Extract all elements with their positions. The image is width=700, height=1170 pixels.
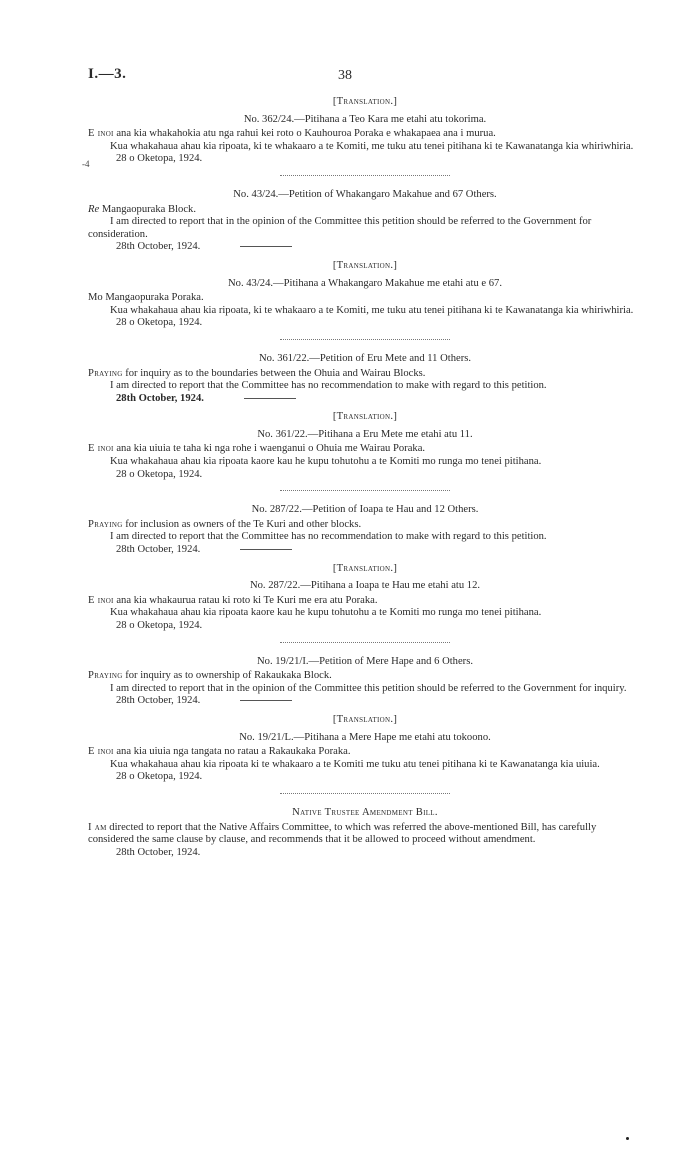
prayer-text: ana kia whakaurua ratau ki roto ki Te Kuri me era atu Poraka. [113, 594, 378, 606]
petition-title: No. 287/22.—Pitihana a Ioapa te Hau me etahi atu 12. [249, 580, 481, 592]
prayer-text: ana kia uiuia te taha ki nga rohe i waenganui o Ohuia me Wairau Poraka. [113, 443, 426, 455]
petition-prayer [88, 443, 642, 456]
report-text: directed to report that the Native Affairs Committee, to which was referred the above-mentioned Bill, has carefully considered the same clause by clause, and recommends that it be allowed to proceed without amendment. [88, 821, 597, 846]
report-body [82, 96, 642, 859]
report-date: 28 o Oketopa, 1924. [116, 317, 203, 329]
short-rule [244, 398, 296, 399]
bill-report-block [88, 807, 642, 859]
petition-title: No. 43/24.—Petition of Whakangaro Makahue and 67 Others. [233, 188, 497, 200]
report-date: 28 o Oketopa, 1924. [116, 153, 203, 165]
prayer-text: Mangaopuraka Block. [99, 203, 196, 215]
prayer-text: for inquiry as to ownership of Rakaukaka Block. [122, 670, 332, 682]
petition-prayer [88, 595, 642, 608]
section-separator [280, 490, 450, 491]
report-lead-word: I am [88, 821, 107, 833]
petition-prayer [88, 670, 642, 683]
petition-prayer [88, 128, 642, 141]
committee-report: I am directed to report that the Committee has no recommendation to make with regard to this petition. [110, 380, 547, 392]
committee-report: Kua whakahaua ahau kia ripoata, ki te whakaaro a te Komiti, me tuku atu tenei pitihana ki te Kawanatanga kia whiriwhiria. [110, 304, 634, 316]
petition-block [82, 96, 642, 169]
petition-title: No. 287/22.—Petition of Ioapa te Hau and 12 Others. [251, 504, 479, 516]
report-date: 28 o Oketopa, 1924. [116, 620, 203, 631]
prayer-lead-word: E inoi [88, 594, 114, 606]
translation-label: [Translation.] [332, 562, 398, 574]
prayer-lead-word: E inoi [88, 128, 114, 140]
report-date: 28th October, 1924. [116, 544, 201, 556]
short-rule [240, 549, 292, 550]
committee-report: Kua whakahaua ahau kia ripoata kaore kau he kupu tohutohu a te Komiti mo runga mo tenei pitihana. [110, 607, 542, 619]
committee-report: I am directed to report that in the opinion of the Committee this petition should be referred to the Government for inquiry. [110, 682, 627, 694]
petition-block [88, 411, 642, 481]
prayer-lead-word: E inoi [88, 746, 114, 758]
translation-label: [Translation.] [332, 259, 398, 271]
petition-title: No. 361/22.—Petition of Eru Mete and 11 Others. [258, 352, 472, 364]
petition-prayer [88, 368, 642, 381]
report-date: 28th October, 1924. [116, 241, 201, 253]
report-date: 28 o Oketopa, 1924. [116, 468, 203, 480]
bill-title: Native Trustee Amendment Bill. [292, 806, 438, 818]
petition-prayer [88, 519, 642, 532]
petition-block [88, 714, 642, 784]
petition-title: No. 19/21/L.—Pitihana a Mere Hape me etahi atu tokoono. [239, 731, 491, 743]
translation-label: [Translation.] [332, 411, 398, 423]
petition-block [88, 656, 642, 708]
petition-title: No. 19/21/I.—Petition of Mere Hape and 6 Others. [257, 655, 473, 667]
committee-report: I am directed to report that the Committee has no recommendation to make with regard to this petition. [110, 531, 547, 543]
short-rule [240, 700, 292, 701]
prayer-text: ana kia whakahokia atu nga rahui kei roto o Kauhouroa Poraka e whakapaea ana i murua. [113, 128, 496, 140]
committee-report: Kua whakahaua ahau kia ripoata ki te whakaaro a te Komiti me tuku atu tenei pitihana ki te Kawanatanga kia uiuia. [110, 758, 600, 770]
petition-prayer [88, 746, 642, 759]
prayer-text: Mangaopuraka Poraka. [102, 292, 204, 304]
prayer-lead-word: Praying [88, 367, 123, 379]
petition-block [88, 353, 642, 405]
report-date: 28th October, 1924. [116, 695, 201, 707]
petition-block [88, 504, 642, 556]
prayer-lead-word: Re [88, 203, 100, 215]
report-date: 28th October, 1924. [116, 392, 204, 404]
committee-report: I am directed to report that in the opinion of the Committee this petition should be referred to the Government for consideration. [88, 216, 592, 240]
prayer-lead-word: Praying [88, 518, 123, 530]
petition-title: No. 43/24.—Pitihana a Whakangaro Makahue me etahi atu e 67. [228, 277, 502, 289]
page-speck [626, 1137, 629, 1140]
prayer-lead-word: E inoi [88, 443, 114, 455]
report-date: 28th October, 1924. [116, 846, 201, 858]
petition-block [88, 563, 642, 633]
section-separator [280, 175, 450, 176]
report-date-line [116, 544, 642, 557]
prayer-lead-word: Mo [88, 292, 103, 304]
section-separator [280, 793, 450, 794]
short-rule [240, 246, 292, 247]
petition-prayer [88, 292, 642, 305]
section-separator [280, 339, 450, 340]
translation-label: [Translation.] [332, 713, 398, 725]
page-number: 38 [338, 68, 352, 83]
report-date-line [116, 695, 642, 708]
bill-report [88, 822, 642, 847]
report-date-line [116, 393, 642, 406]
prayer-text: ana kia uiuia nga tangata no ratau a Rakaukaka Poraka. [113, 746, 351, 758]
section-separator [280, 642, 450, 643]
prayer-text: for inquiry as to the boundaries between the Ohuia and Wairau Blocks. [122, 367, 426, 379]
prayer-text: for inclusion as owners of the Te Kuri and other blocks. [122, 518, 362, 530]
prayer-lead-word: Praying [88, 670, 123, 682]
petition-block [88, 189, 642, 254]
report-date: 28 o Oketopa, 1924. [116, 771, 203, 783]
petition-title: No. 362/24.—Pitihana a Teo Kara me etahi atu tokorima. [243, 113, 487, 125]
committee-report: Kua whakahaua ahau kia ripoata, ki te whakaaro a te Komiti, me tuku atu tenei pitihana ki te Kawanatanga kia whiriwhiria. [110, 140, 634, 152]
committee-report: Kua whakahaua ahau kia ripoata kaore kau he kupu tohutohu a te Komiti mo runga mo tenei pitihana. [110, 456, 542, 468]
petition-title: No. 361/22.—Pitihana a Eru Mete me etahi atu 11. [257, 428, 473, 440]
petition-prayer [88, 204, 642, 217]
petition-block [88, 260, 642, 330]
report-date-line [116, 241, 642, 254]
margin-mark: -4 [82, 159, 90, 169]
paper-series-number: I.—3. [88, 66, 127, 82]
translation-label: [Translation.] [332, 96, 398, 107]
